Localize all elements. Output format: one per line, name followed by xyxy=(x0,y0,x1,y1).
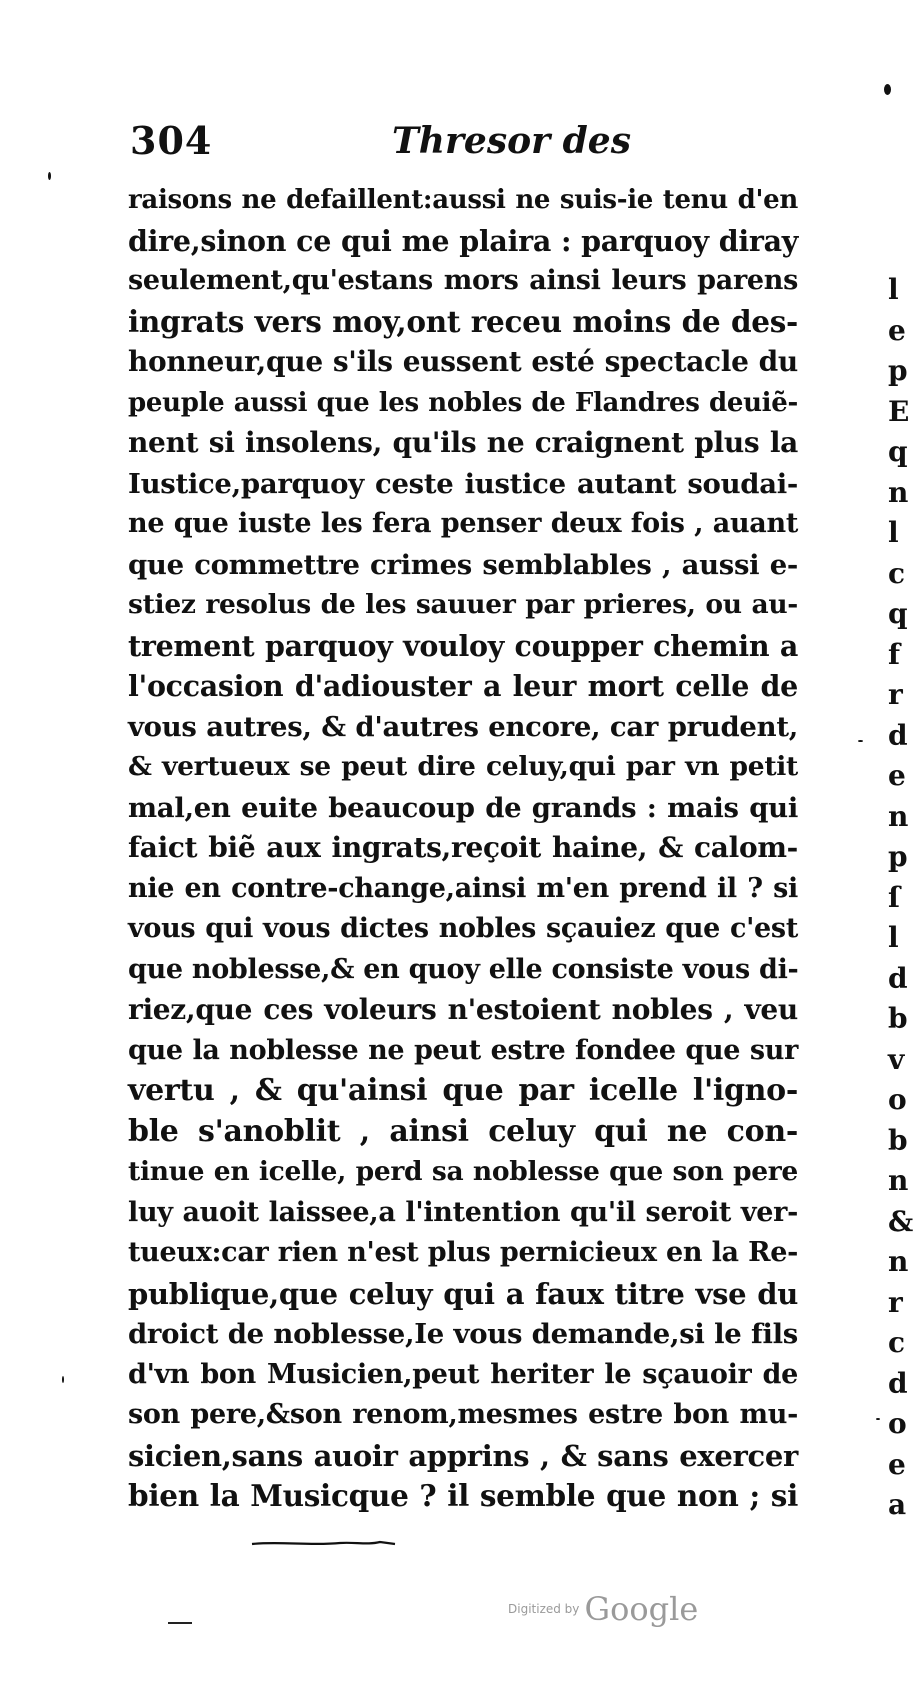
facing-page-letter: l xyxy=(888,516,899,549)
text-line: Iustice,parquoy ceste iustice autant soudai- xyxy=(128,467,798,500)
watermark-prefix: Digitized by xyxy=(508,1602,580,1616)
text-line: tueux:car rien n'est plus pernicieux en la Re- xyxy=(128,1237,798,1268)
text-line: raisons ne defaillent:aussi ne suis-ie tenu d'en xyxy=(128,185,798,215)
text-line: riez,que ces voleurs n'estoient nobles , veu xyxy=(128,993,798,1026)
ink-speck xyxy=(48,172,51,180)
facing-page-letter: & xyxy=(888,1204,913,1238)
facing-page-letter: c xyxy=(888,1326,906,1359)
page-number: 304 xyxy=(130,118,213,163)
text-line: faict biẽ aux ingrats,reçoit haine, & calom- xyxy=(128,831,798,864)
text-line: d'vn bon Musicien,peut heriter le sçauoir de xyxy=(128,1358,798,1390)
text-line: vous autres, & d'autres encore, car prudent, xyxy=(128,710,798,743)
text-line: que noblesse,& en quoy elle consiste vous di- xyxy=(128,953,799,985)
text-line: & vertueux se peut dire celuy,qui par vn petit xyxy=(128,751,798,782)
facing-page-letter: r xyxy=(888,1285,903,1319)
text-line: bien la Musicque ? il semble que non ; si xyxy=(128,1478,798,1513)
facing-page-margin xyxy=(888,270,913,1590)
facing-page-letter: r xyxy=(888,678,903,711)
text-line: vertu , & qu'ainsi que par icelle l'igno- xyxy=(128,1073,798,1108)
text-line: luy auoit laissee,a l'intention qu'il seroit ver- xyxy=(128,1196,798,1228)
facing-page-letter: E xyxy=(888,394,910,428)
facing-page-letter: e xyxy=(888,1447,906,1481)
facing-page-letter: q xyxy=(888,597,908,630)
facing-page-letter: ſ xyxy=(888,880,901,914)
facing-page-letter: e xyxy=(888,759,906,792)
facing-page-letter: p xyxy=(888,840,908,873)
text-line: nie en contre-change,ainsi m'en prend il ? si xyxy=(128,872,798,904)
text-line: son pere,&son renom,mesmes estre bon mu- xyxy=(128,1399,798,1430)
facing-page-letter: f xyxy=(888,637,901,671)
text-line: que commettre crimes semblables , aussi e- xyxy=(128,548,798,581)
running-title: Thresor des xyxy=(392,120,631,162)
facing-page-letter: n xyxy=(888,799,909,833)
facing-page-letter: b xyxy=(888,1002,908,1035)
facing-page-letter: e xyxy=(888,313,906,347)
ink-dash xyxy=(168,1622,192,1624)
facing-page-letter: d xyxy=(888,961,908,995)
text-line: l'occasion d'adiouster a leur mort celle de xyxy=(128,669,798,703)
facing-page-letter: d xyxy=(888,718,908,752)
text-line: publique,que celuy qui a faux titre vse du xyxy=(128,1276,798,1311)
text-line: trement parquoy vouloy coupper chemin a xyxy=(128,628,798,663)
digitized-watermark xyxy=(508,1590,698,1628)
text-line: droict de noblesse,Ie vous demande,si le fils xyxy=(128,1318,798,1350)
facing-page-letter: n xyxy=(888,1164,909,1197)
facing-page-letter: l xyxy=(888,921,899,954)
facing-page-letter: p xyxy=(888,354,908,387)
facing-page-letter: o xyxy=(888,1407,907,1440)
facing-page-letter: c xyxy=(888,556,906,590)
ink-scribble xyxy=(250,1538,400,1548)
text-line: vous qui vous dictes nobles sçauiez que c'est xyxy=(128,913,798,944)
text-line: tinue en icelle, perd sa noblesse que son pere xyxy=(128,1156,798,1187)
text-line: seulement,qu'estans mors ainsi leurs parens xyxy=(128,265,798,296)
text-line: stiez resolus de les sauuer par prieres, ou au- xyxy=(128,589,798,620)
facing-page-letter: n xyxy=(888,475,909,509)
facing-page-letter: o xyxy=(888,1083,907,1116)
text-line: que la noblesse ne peut estre fondee que sur xyxy=(128,1034,798,1066)
facing-page-letter: n xyxy=(888,1245,909,1278)
text-line: honneur,que s'ils eussent esté spectacle du xyxy=(128,345,798,378)
facing-page-letter: l xyxy=(888,273,899,306)
facing-page-letter: v xyxy=(888,1042,905,1076)
text-line: mal,en euite beaucoup de grands : mais qui xyxy=(128,791,798,824)
ink-speck xyxy=(858,740,863,742)
ink-speck xyxy=(876,1418,880,1420)
facing-page-letter: d xyxy=(888,1366,908,1400)
ink-speck xyxy=(884,84,891,95)
facing-page-letter: b xyxy=(888,1123,908,1157)
google-logo-text: Google xyxy=(584,1590,699,1628)
facing-page-letter: q xyxy=(888,435,908,468)
text-line: ne que iuste les fera penser deux fois , auant xyxy=(128,508,798,539)
page-header xyxy=(130,118,650,178)
ink-speck xyxy=(62,1376,64,1383)
text-line: nent si insolens, qu'ils ne craignent plus la xyxy=(128,426,798,459)
text-line: sicien,sans auoir apprins , & sans exercer xyxy=(128,1438,798,1473)
body-text xyxy=(128,180,798,1517)
text-line: ble s'anoblit , ainsi celuy qui ne con- xyxy=(128,1113,798,1149)
text-line: peuple aussi que les nobles de Flandres deuiẽ- xyxy=(128,387,798,418)
facing-page-letter: a xyxy=(888,1488,907,1521)
text-line: dire,sinon ce qui me plaira : parquoy diray xyxy=(128,223,798,258)
text-line: ingrats vers moy,ont receu moins de des- xyxy=(128,303,798,339)
